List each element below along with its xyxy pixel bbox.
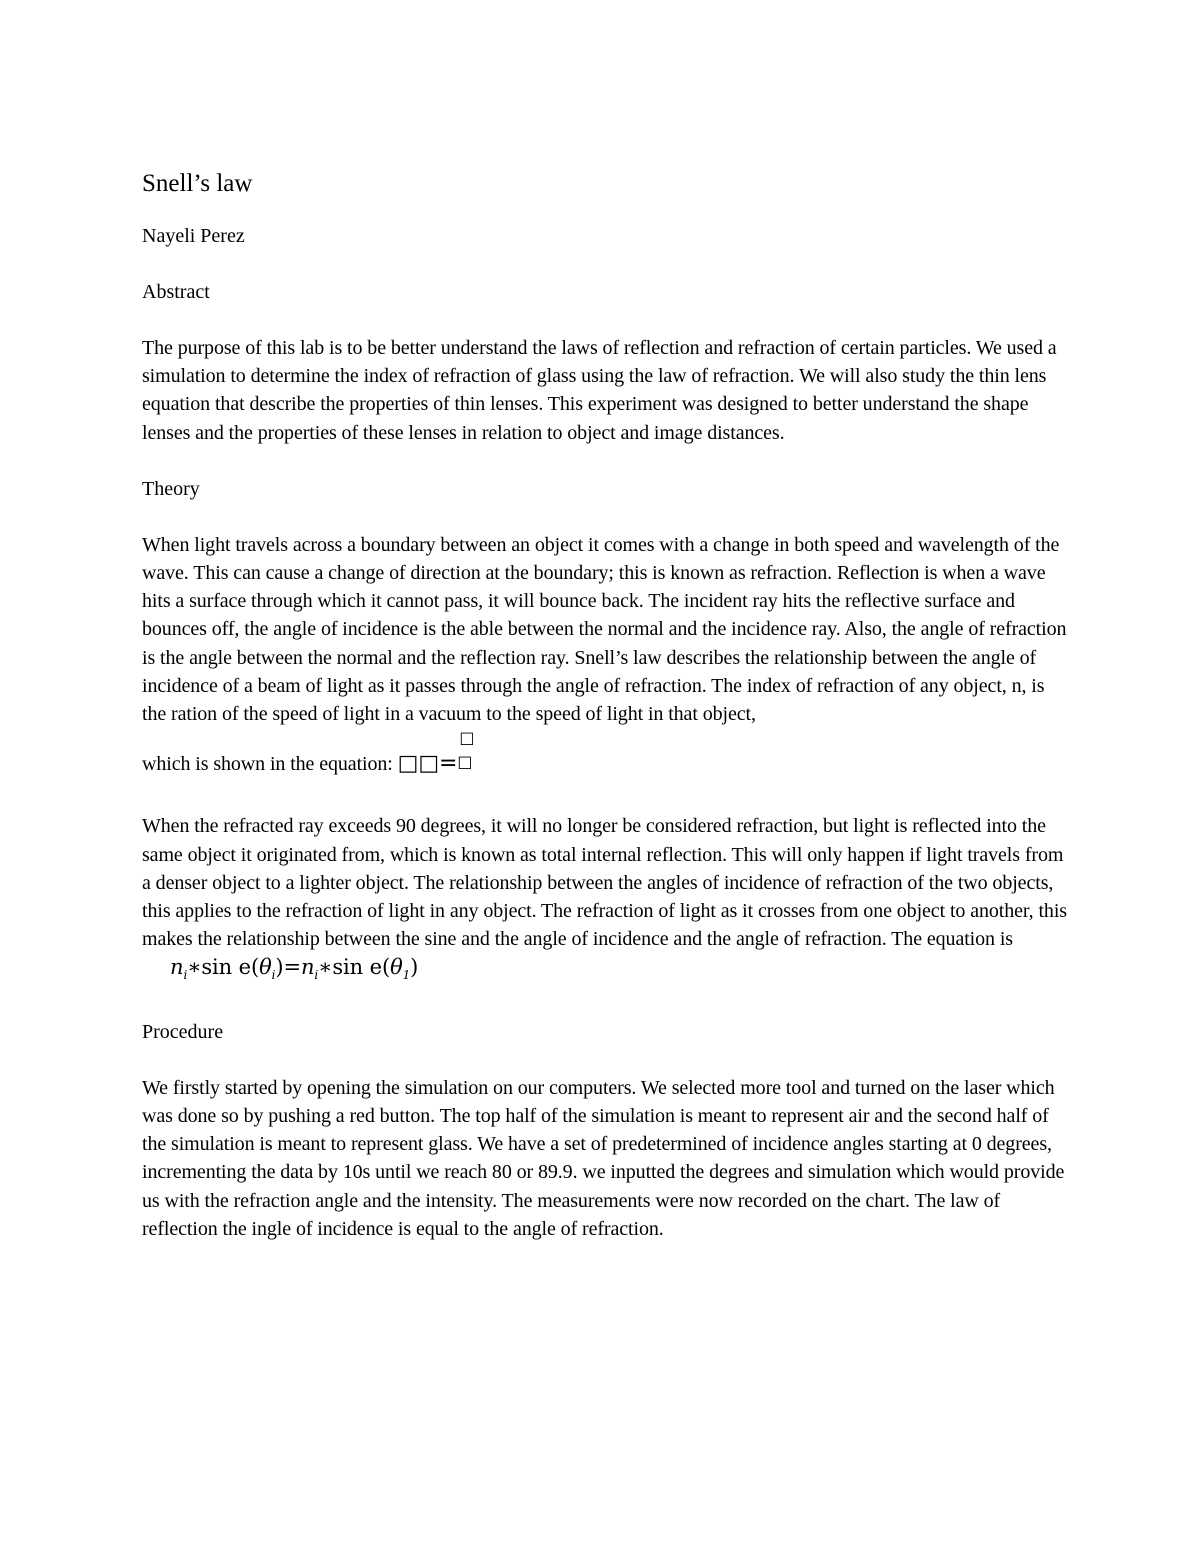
fraction-denominator: □	[457, 752, 473, 772]
abstract-paragraph: The purpose of this lab is to be better understand the laws of reflection and refraction of certain particles. We used a simulation to determine the index of refraction of glass using the law of refraction. We will also study the thin lens equation that describe the properties of thin lenses. This experiment was designed to better understand the shape lenses and the properties of these lenses in relation to object and image distances.	[142, 337, 1057, 444]
theory-heading: Theory	[142, 477, 200, 500]
equation-lead-text: which is shown in the equation:	[142, 753, 393, 776]
eq-sub-left: i	[183, 968, 188, 983]
eq-theta-sub-right: 1	[402, 968, 411, 983]
eq-theta-left: θ	[259, 955, 272, 980]
eq-func-right: sin e	[332, 955, 382, 980]
theory-text: When light travels across a boundary between an object it comes with a change in both speed and wavelength of the wave. This can cause a change of direction at the boundary; this is known as refraction. Reflection is when a wave hits a surface through which it cannot pass, it will bounce back. The incident ray hits the reflective surface and bounces off, the angle of incidence is the able between the normal and the incidence ray. Also, the angle of refraction is the angle between the normal and the reflection ray. Snell’s law describes the relationship between the angle of incidence of a beam of light as it passes through the angle of refraction. The index of refraction of any object, n, is the ration of the speed of light in a vacuum to the speed of light in that object,	[142, 533, 1067, 726]
procedure-heading: Procedure	[142, 1020, 224, 1043]
eq-func-left: sin e	[201, 955, 251, 980]
document-title: Snell’s law	[142, 170, 253, 197]
eq-n-left: n	[170, 955, 184, 980]
index-equation-lhs: □□=	[397, 751, 458, 777]
eq-op-left: ∗	[187, 955, 202, 980]
eq-op-right: ∗	[318, 955, 333, 980]
document-body	[142, 168, 1072, 1271]
snell-equation: $n_i∗\sin$ $e(\theta_i)=n_i∗\sin$ $e(\theta_1)$	[170, 955, 419, 983]
procedure-paragraph: We firstly started by opening the simulation on our computers. We selected more tool and turned on the laser which was done so by pushing a red button. The top half of the simulation is meant to represent air and the second half of the simulation is meant to represent glass. We have a set of predetermined of incidence angles starting at 0 degrees, incrementing the data by 10s until we reach 80 or 89.9. we inputted the degrees and simulation which would provide us with the refraction angle and the intensity. The measurements were now recorded on the chart. The law of reflection the ingle of incidence is equal to the angle of refraction.	[142, 1076, 1065, 1240]
eq-theta-right: θ	[390, 955, 403, 980]
eq-n-right: n	[300, 955, 315, 980]
abstract-heading: Abstract	[142, 281, 210, 303]
eq-theta-sub-left: i	[271, 968, 276, 983]
total-internal-reflection-paragraph	[142, 812, 1072, 989]
eq-equals: =	[283, 955, 301, 980]
fraction-numerator: □	[459, 728, 475, 748]
author-name: Nayeli Perez	[142, 225, 245, 247]
theory-paragraph	[142, 531, 1072, 779]
index-equation-line	[142, 728, 1072, 778]
total-internal-reflection-text: When the refracted ray exceeds 90 degrees, it will no longer be considered refraction, but light is reflected into the same object it originated from, which is known as total internal reflection. This will only happen if light travels from a denser object to a lighter object. The relationship between the angles of incidence of refraction of the two objects, this applies to the refraction of light in any object. The refraction of light as it crosses from one object to another, this makes the relationship between the sine and the angle of incidence and the angle of refraction. The equation is	[142, 815, 1067, 951]
index-equation-fraction	[457, 728, 477, 778]
eq-sub-right: i	[314, 968, 319, 983]
